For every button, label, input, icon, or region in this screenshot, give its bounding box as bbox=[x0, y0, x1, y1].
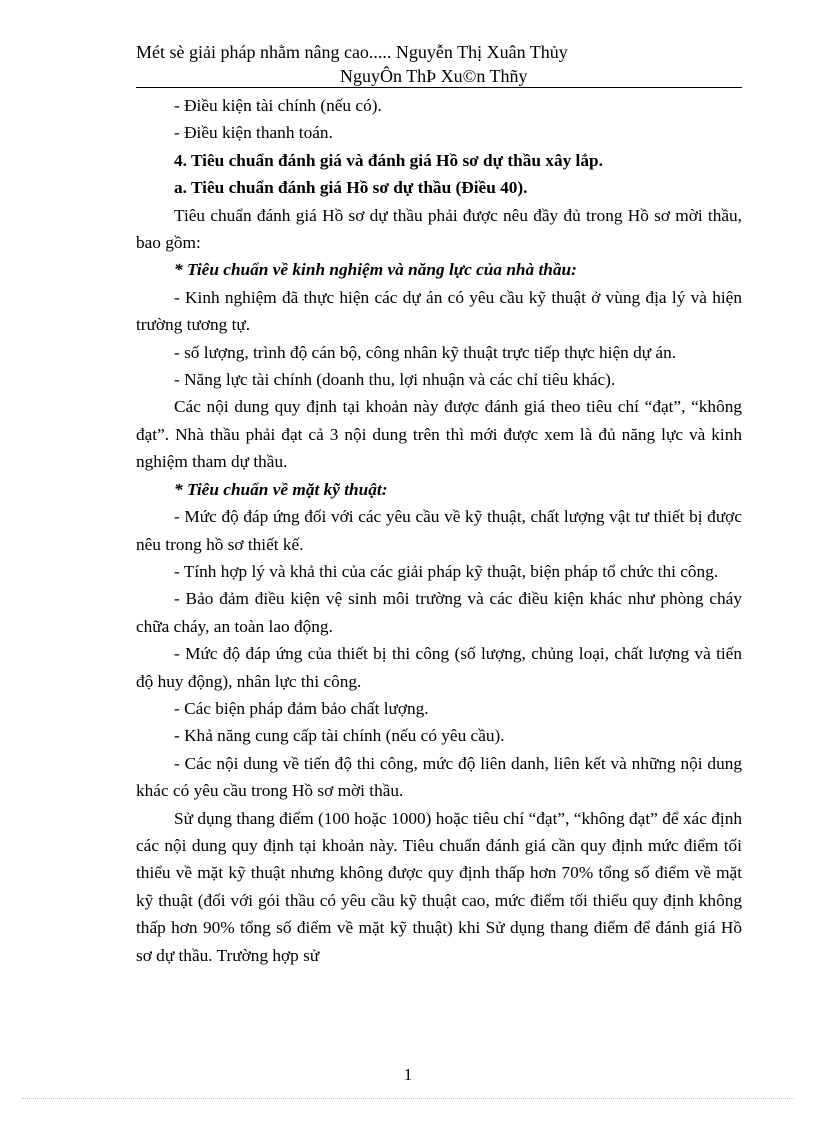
page-number: 1 bbox=[403, 1065, 413, 1084]
paragraph: - Điều kiện thanh toán. bbox=[174, 123, 333, 143]
header-title: Mét sè giải pháp nhằm nâng cao..... Nguyễn Thị Xuân Thủy bbox=[136, 42, 568, 62]
criteria-heading: * Tiêu chuẩn về kinh nghiệm và năng lực của nhà thầu: bbox=[174, 260, 577, 280]
subsection-heading: a. Tiêu chuẩn đánh giá Hồ sơ dự thầu (Điều 40). bbox=[174, 178, 528, 198]
criteria-heading: * Tiêu chuẩn về mặt kỹ thuật: bbox=[174, 479, 388, 499]
paragraph: Tiêu chuẩn đánh giá Hồ sơ dự thầu phải được nêu đầy đủ trong Hồ sơ mời thầu, bao gồm: bbox=[136, 205, 742, 253]
footer-rule bbox=[22, 1098, 794, 1099]
paragraph: Các nội dung quy định tại khoản này được đánh giá theo tiêu chí “đạt”, “không đạt”. Nhà thầu phải đạt cả 3 nội dung trên thì mới được xem là đủ năng lực và kinh nghiệm tham dự thầu. bbox=[136, 397, 742, 472]
list-item: - số lượng, trình độ cán bộ, công nhân kỹ thuật trực tiếp thực hiện dự án. bbox=[174, 342, 677, 362]
page-header bbox=[136, 40, 746, 88]
list-item: - Bảo đảm điều kiện vệ sinh môi trường và các điều kiện khác như phòng cháy chữa cháy, an toàn lao động. bbox=[136, 589, 742, 636]
header-author: NguyÔn ThÞ Xu©n Thñy bbox=[340, 66, 528, 86]
list-item: - Khả năng cung cấp tài chính (nếu có yêu cầu). bbox=[174, 726, 505, 746]
document-body bbox=[136, 92, 742, 969]
list-item: - Tính hợp lý và khả thi của các giải pháp kỹ thuật, biện pháp tổ chức thi công. bbox=[174, 561, 719, 581]
list-item: - Năng lực tài chính (doanh thu, lợi nhuận và các chỉ tiêu khác). bbox=[174, 370, 616, 390]
header-rule bbox=[136, 87, 742, 88]
section-heading: 4. Tiêu chuẩn đánh giá và đánh giá Hồ sơ dự thầu xây lắp. bbox=[174, 150, 603, 170]
list-item: - Mức độ đáp ứng đối với các yêu cầu về kỹ thuật, chất lượng vật tư thiết bị được nêu trong hồ sơ thiết kế. bbox=[136, 507, 742, 554]
paragraph: Sử dụng thang điểm (100 hoặc 1000) hoặc tiêu chí “đạt”, “không đạt” để xác định các nội dung quy định tại khoản này. Tiêu chuẩn đánh giá cần quy định mức điểm tối thiểu về mặt kỹ thuật nhưng không được quy định thấp hơn 70% tổng số điểm về mặt kỹ thuật (đối với gói thầu có yêu cầu kỹ thuật cao, mức điểm tối thiểu quy định không thấp hơn 90% tổng số điểm về mặt kỹ thuật) khi Sử dụng thang điểm để đánh giá Hồ sơ dự thầu. Trường hợp sử bbox=[136, 808, 742, 965]
paragraph: - Điều kiện tài chính (nếu có). bbox=[174, 96, 382, 115]
list-item: - Mức độ đáp ứng của thiết bị thi công (số lượng, chủng loại, chất lượng và tiến độ huy động), nhân lực thi công. bbox=[136, 644, 742, 691]
list-item: - Các biện pháp đảm bảo chất lượng. bbox=[174, 698, 429, 718]
list-item: - Các nội dung về tiến độ thi công, mức độ liên danh, liên kết và những nội dung khác có yêu cầu trong Hồ sơ mời thầu. bbox=[136, 753, 742, 801]
list-item: - Kinh nghiệm đã thực hiện các dự án có yêu cầu kỹ thuật ở vùng địa lý và hiện trường tương tự. bbox=[136, 287, 742, 335]
